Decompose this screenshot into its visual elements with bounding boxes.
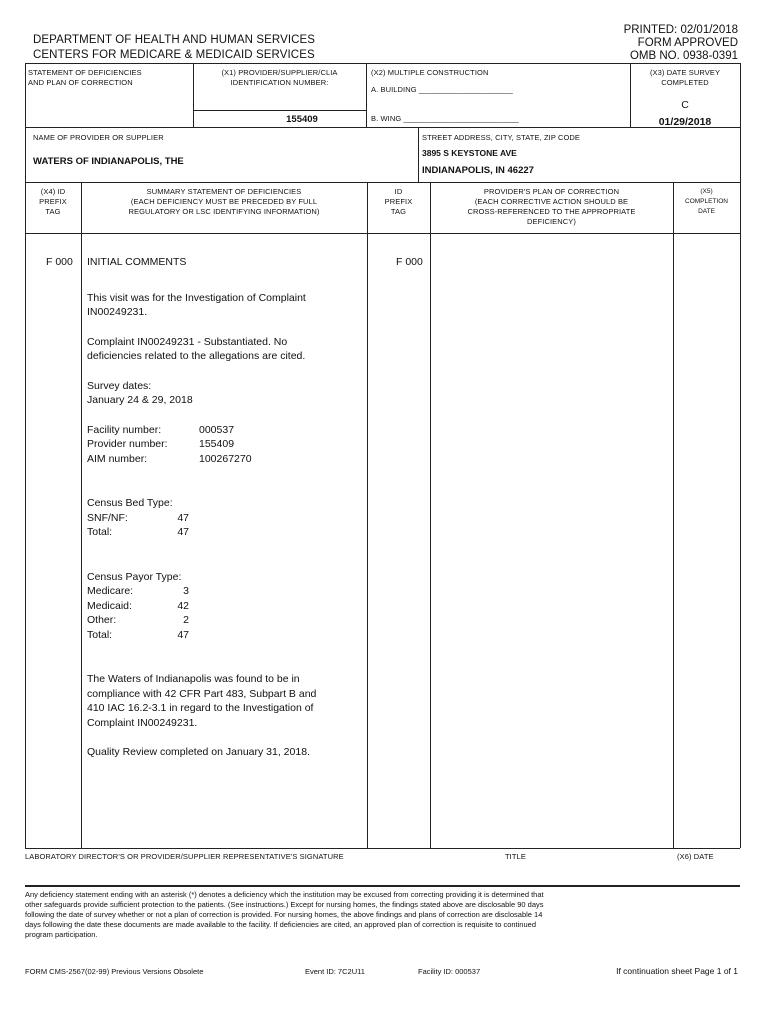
bed-total-value: 47 <box>177 526 189 538</box>
compliance-line3: 410 IAC 16.2-3.1 in regard to the Investigation of <box>87 702 314 714</box>
provider-id-label <box>193 68 366 88</box>
payor-total-value: 47 <box>177 628 189 641</box>
form-status-header <box>624 24 738 63</box>
page-number: If continuation sheet Page 1 of 1 <box>616 966 738 976</box>
plan-line1: PROVIDER'S PLAN OF CORRECTION <box>483 187 620 196</box>
medicaid-label: Medicaid: <box>87 599 132 612</box>
street-address: 3895 S KEYSTONE AVE <box>422 148 517 158</box>
other-label: Other: <box>87 614 117 626</box>
department-title: DEPARTMENT OF HEALTH AND HUMAN SERVICES <box>33 34 316 46</box>
survey-date-label-line1: (X3) DATE SURVEY <box>649 68 721 77</box>
city-state-zip: INDIANAPOLIS, IN 46227 <box>422 165 534 176</box>
multiple-construction-label: (X2) MULTIPLE CONSTRUCTION <box>371 68 489 77</box>
title-label: TITLE <box>505 852 526 861</box>
omb-number: OMB NO. 0938-0391 <box>629 50 738 62</box>
complaint-line1: Complaint IN00249231 - Substantiated. No <box>87 335 288 348</box>
census-payor-row <box>87 613 189 628</box>
provider-number-row <box>87 437 252 452</box>
census-payor-row <box>87 599 189 614</box>
medicare-value: 3 <box>183 585 189 597</box>
statement-label-line2: AND PLAN OF CORRECTION <box>28 78 133 87</box>
survey-date-label <box>630 68 740 88</box>
census-bed-row <box>87 525 189 540</box>
summary-line3: REGULATORY OR LSC IDENTIFYING INFORMATION) <box>128 207 320 216</box>
aim-number-row <box>87 452 252 467</box>
printed-date: PRINTED: 02/01/2018 <box>623 24 738 36</box>
other-value: 2 <box>183 614 189 626</box>
x4-line2: PREFIX <box>39 197 67 206</box>
complaint-paragraph <box>87 335 363 364</box>
id-line2: PREFIX <box>384 197 413 206</box>
x4-line1: (X4) ID <box>40 187 66 196</box>
x5-line2: COMPLETION <box>685 198 728 205</box>
signature-label: LABORATORY DIRECTOR'S OR PROVIDER/SUPPLIER REPRESENTATIVE'S SIGNATURE <box>25 852 344 861</box>
completion-date-heading <box>673 187 740 217</box>
complaint-line2: deficiencies related to the allegations are cited. <box>87 350 306 362</box>
id-prefix-tag-heading <box>367 187 430 217</box>
disclaimer-line2: other safeguards provide sufficient protection to the patients. (See instructions.) Except for nursing homes, the findings stated above are disclosable 90 days <box>25 900 544 909</box>
survey-dates-paragraph <box>87 379 363 408</box>
agency-subtitle: CENTERS FOR MEDICARE & MEDICAID SERVICES <box>33 49 315 61</box>
compliance-paragraph <box>87 672 363 730</box>
disclaimer <box>25 890 740 940</box>
survey-dates-value: January 24 & 29, 2018 <box>87 394 193 406</box>
compliance-line4: Complaint IN00249231. <box>87 716 198 729</box>
survey-completed-date: 01/29/2018 <box>658 116 712 128</box>
census-payor-row <box>87 628 189 643</box>
statement-label-line1: STATEMENT OF DEFICIENCIES <box>28 68 142 77</box>
deficiency-summary <box>87 255 363 760</box>
event-id: Event ID: 7C2U11 <box>305 967 365 976</box>
snf-value: 47 <box>177 511 189 524</box>
agency-header <box>33 33 315 63</box>
census-payor-row <box>87 584 189 599</box>
facility-id: Facility ID: 000537 <box>418 967 481 976</box>
census-bed-title: Census Bed Type: <box>87 497 173 509</box>
medicaid-value: 42 <box>177 599 189 612</box>
visit-paragraph <box>87 291 363 320</box>
provider-name-label: NAME OF PROVIDER OR SUPPLIER <box>33 133 164 142</box>
visit-line1: This visit was for the Investigation of Complaint <box>87 291 306 304</box>
facility-number-label: Facility number: <box>87 423 162 436</box>
payor-total-label: Total: <box>87 628 113 641</box>
identifiers-table <box>87 423 252 467</box>
plan-line4: DEFICIENCY) <box>526 217 577 226</box>
snf-label: SNF/NF: <box>87 511 128 524</box>
survey-code: C <box>681 99 689 111</box>
provider-id-value: 155409 <box>286 114 318 125</box>
disclaimer-line4: days following the date these documents are made available to the facility. If deficiencies are cited, an approved plan of correction is requisite to continued <box>25 920 536 929</box>
census-payor-table <box>87 584 189 642</box>
right-tag: F 000 <box>396 256 423 268</box>
summary-statement-heading <box>81 187 367 217</box>
left-tag: F 000 <box>46 256 73 268</box>
disclaimer-line5: program participation. <box>25 930 98 939</box>
wing-field: B. WING ___________________________ <box>371 114 519 123</box>
x4-line3: TAG <box>45 207 61 216</box>
id-line3: TAG <box>390 207 407 216</box>
census-payor-title: Census Payor Type: <box>87 570 182 583</box>
plan-line3: CROSS-REFERENCED TO THE APPROPRIATE <box>467 207 636 216</box>
x5-line3: DATE <box>698 208 715 215</box>
statement-label <box>28 68 142 88</box>
provider-number-label: Provider number: <box>87 438 168 450</box>
form-number: FORM CMS-2567(02-99) Previous Versions Obsolete <box>25 967 204 976</box>
quality-review-statement: Quality Review completed on January 31, 2018. <box>87 746 310 758</box>
form-approved: FORM APPROVED <box>637 37 738 49</box>
provider-id-label-line1: (X1) PROVIDER/SUPPLIER/CLIA <box>221 68 338 77</box>
survey-dates-title: Survey dates: <box>87 379 152 392</box>
disclaimer-line3: following the date of survey whether or not a plan of correction is provided. For nursing homes, the above findings and plans of correction are disclosable 14 <box>25 910 543 919</box>
summary-line1: SUMMARY STATEMENT OF DEFICIENCIES <box>146 187 302 196</box>
aim-number-label: AIM number: <box>87 452 148 465</box>
building-field: A. BUILDING ______________________ <box>371 85 513 94</box>
summary-line2: (EACH DEFICIENCY MUST BE PRECEDED BY FULL <box>130 197 318 206</box>
survey-date-label-line2: COMPLETED <box>661 78 709 87</box>
facility-number-value: 000537 <box>199 423 235 436</box>
census-bed-table <box>87 511 189 540</box>
initial-comments-heading: INITIAL COMMENTS <box>87 256 187 268</box>
disclaimer-line1: Any deficiency statement ending with an asterisk (*) denotes a deficiency which the institution may be excused from correcting providing it is determined that <box>25 890 544 899</box>
provider-number-value: 155409 <box>199 438 235 450</box>
bed-total-label: Total: <box>87 526 113 538</box>
provider-id-label-line2: IDENTIFICATION NUMBER: <box>230 78 329 87</box>
compliance-line1: The Waters of Indianapolis was found to be in <box>87 673 300 685</box>
signature-date-label: (X6) DATE <box>677 852 714 861</box>
census-bed-row <box>87 511 189 526</box>
id-line1: ID <box>394 187 403 196</box>
aim-number-value: 100267270 <box>199 452 252 465</box>
compliance-line2: compliance with 42 CFR Part 483, Subpart B and <box>87 687 317 700</box>
facility-number-row <box>87 423 252 438</box>
visit-line2: IN00249231. <box>87 306 148 318</box>
plan-line2: (EACH CORRECTIVE ACTION SHOULD BE <box>474 197 629 206</box>
x5-line1: (X5) <box>700 188 713 195</box>
provider-name: WATERS OF INDIANAPOLIS, THE <box>33 156 184 167</box>
address-label: STREET ADDRESS, CITY, STATE, ZIP CODE <box>422 133 581 142</box>
plan-of-correction-heading <box>430 187 673 227</box>
x4-id-prefix-tag-heading <box>25 187 81 217</box>
medicare-label: Medicare: <box>87 585 134 597</box>
